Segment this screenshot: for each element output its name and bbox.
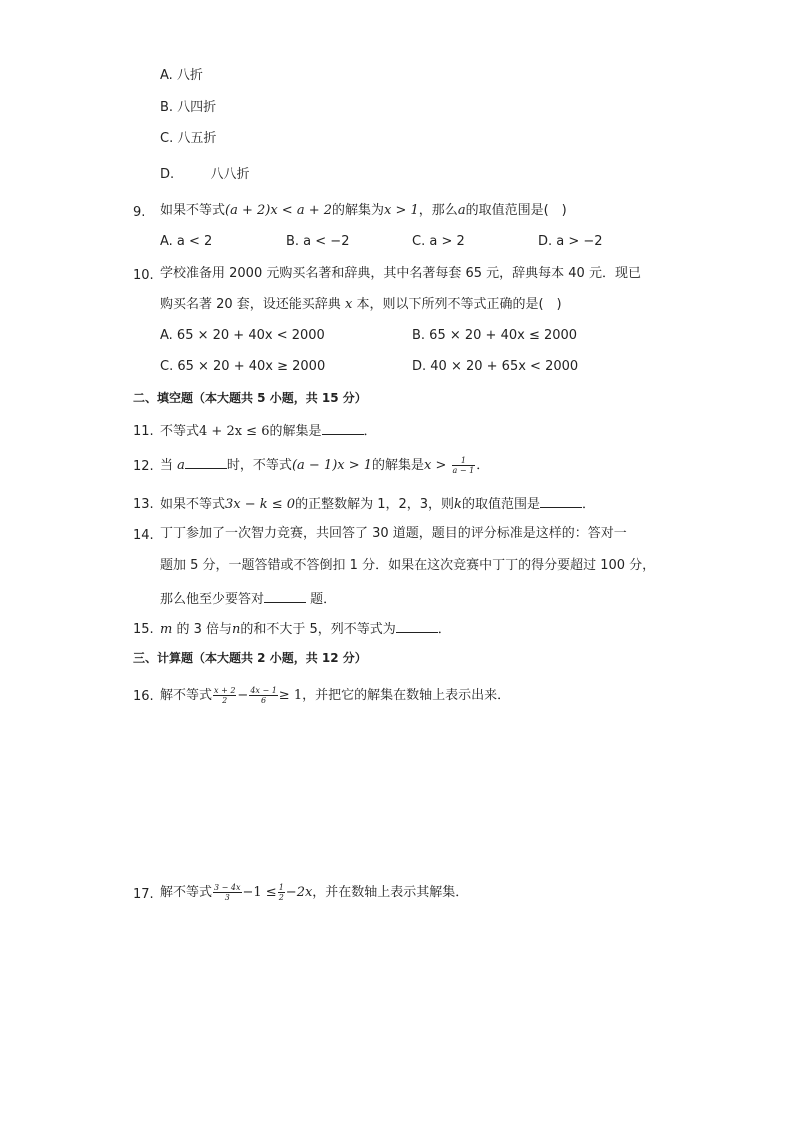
- q11-stem: [160, 422, 377, 440]
- q13-number: 13.: [133, 497, 154, 512]
- q8-option-a: A. 八折: [160, 68, 203, 83]
- q9-text-1: 如果不等式: [160, 203, 226, 218]
- q12-stem: [160, 455, 489, 477]
- q9-text-2: 的解集为: [332, 203, 385, 218]
- q15-text-2: 的和不大于 5，列不等式为: [240, 622, 396, 637]
- q16-fraction-2-numerator: 4x − 1: [250, 686, 277, 695]
- q13-variable: k: [454, 497, 462, 512]
- q12-text-2: 时，不等式: [226, 458, 292, 473]
- q10-option-a: A. 65 × 20 + 40x < 2000: [160, 328, 325, 343]
- q10-option-c: C. 65 × 20 + 40x ≥ 2000: [160, 359, 326, 374]
- q13-text-1: 如果不等式: [160, 497, 226, 512]
- q15-stem: [160, 620, 451, 638]
- q11-text-1: 不等式: [160, 424, 200, 439]
- q11-answer-blank: [322, 422, 364, 435]
- q15-variable-n: n: [232, 622, 241, 637]
- q16-minus: −: [237, 688, 249, 703]
- q8-option-b: B. 八四折: [160, 100, 217, 115]
- q16-number: 16.: [133, 689, 154, 704]
- q16-text-2: ，并把它的解集在数轴上表示出来．: [302, 688, 511, 703]
- q14-line-1: 丁丁参加了一次智力竞赛，共回答了 30 道题，题目的评分标准是这样的：答对一: [160, 526, 627, 541]
- q16-fraction-2-denominator: 6: [261, 696, 267, 705]
- q9-expr-3: a: [457, 203, 466, 218]
- q14-line-3a: 那么他至少要答对: [160, 592, 265, 607]
- q9-option-c: C. a > 2: [412, 234, 465, 249]
- q11-expr: 4 + 2x ≤ 6: [199, 424, 270, 439]
- q8-option-c: C. 八五折: [160, 131, 217, 146]
- q12-text-4: ．: [476, 458, 490, 473]
- q10-line-2a: 购买名著 20 套，设还能买辞典: [160, 297, 341, 312]
- q17-stem: [160, 881, 468, 905]
- q14-line-3: [160, 590, 336, 608]
- q10-line-2b: 本，则以下所列不等式正确的是( ): [356, 297, 562, 312]
- q10-line-1: 学校准备用 2000 元购买名著和辞典，其中名著每套 65 元，辞典每本 40 元．现已: [160, 266, 641, 281]
- q17-text-2: ，并在数轴上表示其解集．: [312, 885, 469, 900]
- q16-text-1: 解不等式: [160, 688, 213, 703]
- section-fill-in-heading: 二、填空题（本大题共 5 小题，共 15 分）: [133, 391, 367, 405]
- q12-text-1: 当: [160, 458, 174, 473]
- q9-option-b: B. a < −2: [286, 234, 350, 249]
- q9-option-d: D. a > −2: [538, 234, 603, 249]
- q9-expr-1: (a + 2)x < a + 2: [225, 203, 333, 218]
- q16-fraction-1: [213, 686, 236, 705]
- q15-text-1: 的 3 倍与: [176, 622, 233, 637]
- q16-fraction-2: [249, 686, 277, 705]
- q15-number: 15.: [133, 622, 154, 637]
- q10-number: 10.: [133, 268, 154, 283]
- q13-stem: [160, 495, 595, 513]
- q14-answer-blank: [264, 590, 306, 603]
- q15-text-3: ．: [437, 622, 451, 637]
- q12-fraction: [452, 456, 476, 475]
- q10-option-b: B. 65 × 20 + 40x ≤ 2000: [412, 328, 578, 343]
- q12-fraction-numerator: 1: [452, 456, 476, 466]
- q8-option-d: [160, 167, 249, 183]
- q12-expr: (a − 1)x > 1: [291, 458, 373, 473]
- q11-text-2: 的解集是: [269, 424, 322, 439]
- q14-line-2: 题加 5 分，一题答错或不答倒扣 1 分．如果在这次竞赛中丁丁的得分要超过 100 分，: [160, 558, 656, 573]
- q9-option-a: A. a < 2: [160, 234, 213, 249]
- q15-variable-m: m: [160, 622, 173, 637]
- q12-answer-blank: [185, 456, 227, 469]
- q17-fraction-1-denominator: 3: [224, 893, 230, 902]
- q12-variable: a: [177, 458, 185, 473]
- q16-fraction-1-numerator: x + 2: [214, 686, 236, 695]
- q11-text-3: ．: [363, 424, 377, 439]
- section-calculation-heading: 三、计算题（本大题共 2 小题，共 12 分）: [133, 651, 367, 665]
- q17-fraction-2-denominator: 2: [278, 893, 284, 902]
- q16-rest: ≥ 1: [278, 688, 303, 703]
- q8-option-d-letter: D.: [160, 167, 175, 182]
- q12-expr-2: x >: [424, 458, 447, 473]
- q14-line-3b: 题．: [310, 592, 337, 607]
- q9-expr-2: x > 1: [384, 203, 419, 218]
- q13-text-4: ．: [581, 497, 595, 512]
- q11-number: 11.: [133, 424, 154, 439]
- q17-middle: −1 ≤: [242, 885, 277, 900]
- q12-number: 12.: [133, 459, 154, 474]
- q17-text-1: 解不等式: [160, 885, 213, 900]
- q17-fraction-1-numerator: 3 − 4x: [214, 883, 241, 892]
- q14-number: 14.: [133, 528, 154, 543]
- q10-variable: x: [344, 297, 353, 312]
- q13-expr: 3x − k ≤ 0: [225, 497, 296, 512]
- q9-text-4: 的取值范围是( ): [465, 203, 567, 218]
- q15-answer-blank: [396, 620, 438, 633]
- q16-fraction-1-denominator: 2: [222, 696, 228, 705]
- q16-stem: [160, 684, 510, 708]
- q17-number: 17.: [133, 887, 154, 902]
- q17-fraction-2: [278, 883, 285, 902]
- q17-rest: −2x: [285, 885, 313, 900]
- q9-stem: [160, 203, 567, 219]
- q13-answer-blank: [540, 495, 582, 508]
- q12-fraction-denominator: a − 1: [452, 466, 475, 475]
- q9-number: 9.: [133, 205, 146, 220]
- q17-fraction-2-numerator: 1: [278, 883, 284, 892]
- q17-fraction-1: [213, 883, 241, 902]
- q10-option-d: D. 40 × 20 + 65x < 2000: [412, 359, 579, 374]
- q13-text-3: 的取值范围是: [461, 497, 540, 512]
- q12-text-3: 的解集是: [372, 458, 425, 473]
- q13-text-2: 的正整数解为 1，2，3，则: [295, 497, 455, 512]
- q8-option-d-text: 八八折: [210, 167, 250, 182]
- q9-text-3: ，那么: [418, 203, 458, 218]
- q10-line-2: [160, 297, 562, 313]
